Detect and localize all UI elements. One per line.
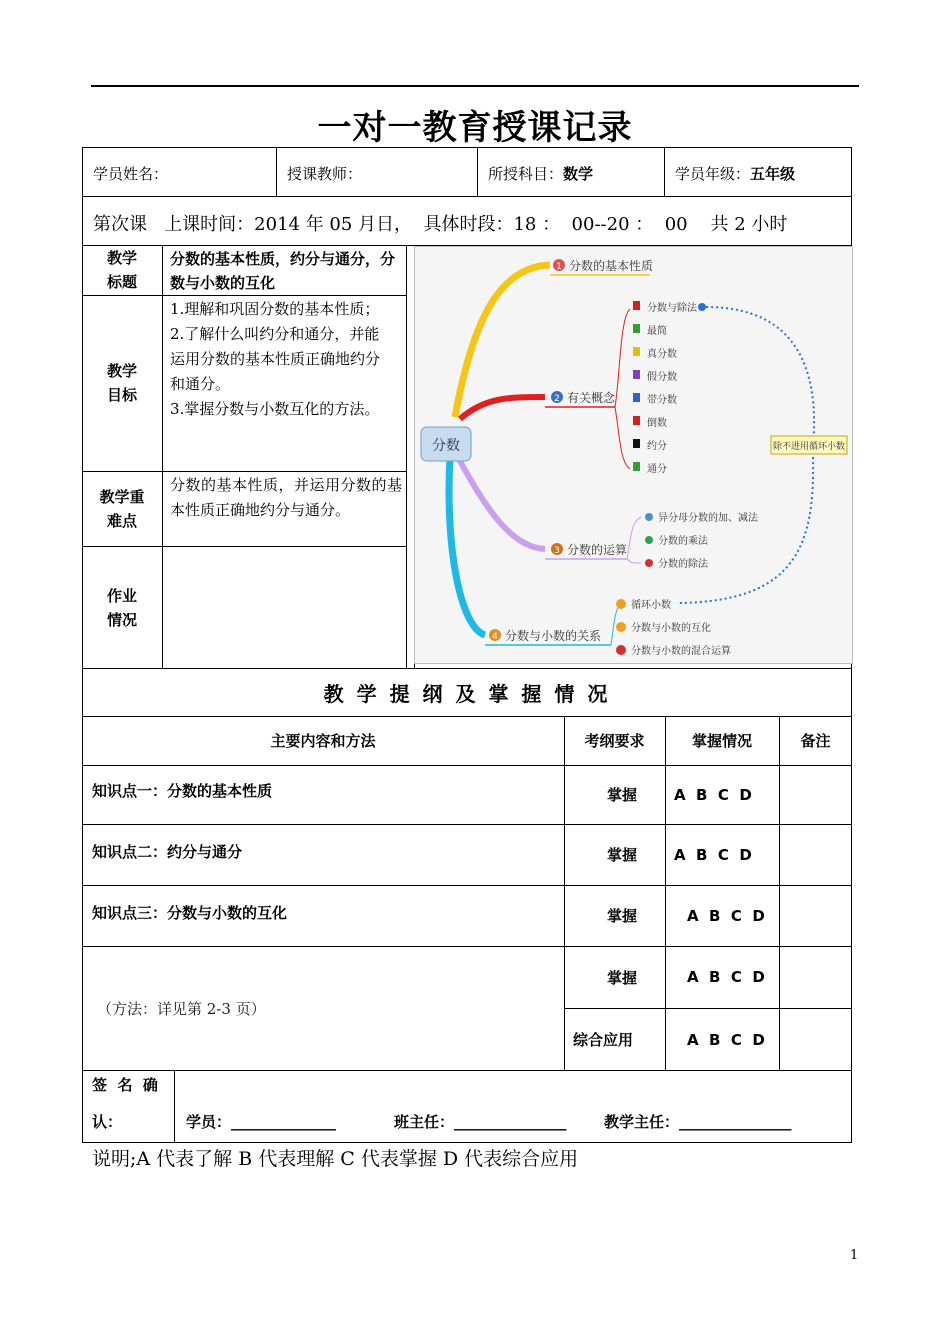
dotted-link-start (698, 303, 706, 311)
signature-label-bottom: 认： (92, 1113, 123, 1131)
branch-3-line (455, 452, 545, 549)
goal-item: 2.了解什么叫约分和通分，并能运用分数的基本性质正确地约分和通分。 (170, 325, 381, 393)
branch-4-label: 分数与小数的关系 (505, 629, 602, 643)
session-row (82, 196, 852, 246)
dotted-link-top (706, 307, 814, 447)
grade-cell (664, 147, 852, 197)
child-label: 倒数 (647, 418, 667, 429)
mastery-grade: A B C D (674, 845, 752, 864)
mastery-grade: A B C D (687, 906, 765, 925)
child-label: 分数与小数的互化 (631, 623, 711, 634)
mastery-grade: A B C D (674, 785, 752, 804)
child-label: 分数与除法 (647, 303, 697, 314)
page-title: 一对一教育授课记录 (317, 108, 633, 148)
homework-label: 作业情况 (106, 586, 137, 629)
outline-heading: 教 学 提 纲 及 掌 握 情 况 (82, 668, 852, 717)
child-label: 真分数 (647, 349, 677, 360)
key-points-label: 教学重难点 (99, 487, 145, 530)
mastery-grade: A B C D (687, 968, 765, 986)
goal-item: 3.掌握分数与小数互化的方法。 (170, 400, 380, 418)
student-signature: 学员：______________ (186, 1113, 337, 1131)
goals-list (170, 297, 394, 422)
col-line (779, 716, 780, 1071)
session-line: 第次课 上课时间：2014 年 05 月日， 具体时段：18 ： 00--20 ： 00 共 2 小时 (93, 214, 788, 235)
requirement-cell: 掌握 (606, 907, 637, 925)
goal-item: 1.理解和巩固分数的基本性质； (170, 300, 380, 318)
header-notes: 备注 (800, 732, 831, 750)
legend-note: 说明;A 代表了解 B 代表理解 C 代表掌握 D 代表综合应用 (92, 1148, 579, 1170)
child-label: 分数的乘法 (658, 536, 708, 547)
signature-row (82, 1070, 852, 1143)
child-label: 分数的除法 (658, 559, 708, 570)
branch-1-label: 分数的基本性质 (569, 259, 654, 273)
header-content: 主要内容和方法 (270, 732, 376, 750)
branch-1-num: 1 (556, 262, 562, 272)
signature-divider (174, 1070, 175, 1143)
mastery-grade: A B C D (687, 1030, 765, 1049)
branch-3-num: 3 (554, 546, 560, 556)
student-name-label: 学员姓名： (93, 165, 169, 183)
branch-2-children (633, 301, 698, 475)
requirement-cell: 综合应用 (573, 1031, 634, 1049)
header-requirement: 考纲要求 (584, 732, 645, 750)
branch-3-children (645, 511, 759, 570)
child-label: 通分 (647, 464, 667, 475)
teacher-label: 授课教师： (287, 165, 363, 183)
branch-4-num: 4 (492, 632, 498, 642)
teacher-cell (276, 147, 478, 197)
head-teacher-signature: 班主任：_______________ (394, 1113, 567, 1131)
goals-label: 教学目标 (106, 362, 137, 404)
child-label: 分数与小数的混合运算 (631, 646, 731, 657)
branch-4-children (616, 598, 731, 657)
requirement-cell: 掌握 (606, 846, 637, 864)
knowledge-point-1: 知识点一：分数的基本性质 (92, 782, 273, 800)
branch-2-num: 2 (554, 394, 560, 404)
subject-value: 数学 (563, 165, 594, 183)
child-label: 最简 (647, 326, 667, 337)
lesson-divider (162, 245, 163, 669)
callout-label: 除不进用循环小数 (772, 442, 846, 452)
header-mastery: 掌握情况 (691, 732, 752, 750)
branch-2-label: 有关概念 (567, 391, 616, 405)
director-signature: 教学主任：_______________ (604, 1113, 792, 1131)
dotted-link-bottom (677, 457, 813, 603)
child-label: 异分母分数的加、减法 (658, 513, 758, 524)
subject-label: 所授科目： (488, 165, 564, 183)
requirement-cell: 掌握 (606, 968, 637, 987)
child-label: 约分 (647, 441, 667, 452)
topic-label: 教学标题 (106, 249, 137, 291)
mindmap-svg (415, 247, 852, 663)
grade-label: 学员年级： (675, 165, 751, 183)
child-label: 带分数 (647, 395, 677, 406)
branch-4-line (449, 457, 485, 635)
branch-2-line (460, 397, 545, 419)
mindmap-image (414, 246, 853, 664)
requirement-cell: 掌握 (606, 786, 637, 804)
subject-cell (477, 147, 665, 197)
center-node-label: 分数 (432, 438, 460, 454)
grade-value: 五年级 (750, 165, 796, 183)
page-number: 1 (850, 1248, 859, 1263)
header-rule (91, 85, 859, 87)
key-points-value: 分数的基本性质，并运用分数的基本性质正确地约分与通分。 (170, 476, 402, 519)
knowledge-point-2: 知识点二：约分与通分 (92, 843, 243, 861)
lesson-right-line (406, 245, 407, 669)
grade-field (675, 163, 795, 184)
child-label: 假分数 (647, 372, 677, 383)
branch-3-label: 分数的运算 (567, 543, 628, 557)
child-label: 循环小数 (631, 600, 671, 611)
signature-label-top: 签 名 确 (92, 1076, 158, 1094)
subject-field (488, 163, 593, 184)
topic-value: 分数的基本性质，约分与通分，分数与小数的互化 (170, 250, 396, 292)
student-name-cell (82, 147, 277, 197)
method-text: （方法：详见第 2-3 页） (97, 1000, 266, 1018)
knowledge-point-3: 知识点三：分数与小数的互化 (92, 904, 288, 922)
